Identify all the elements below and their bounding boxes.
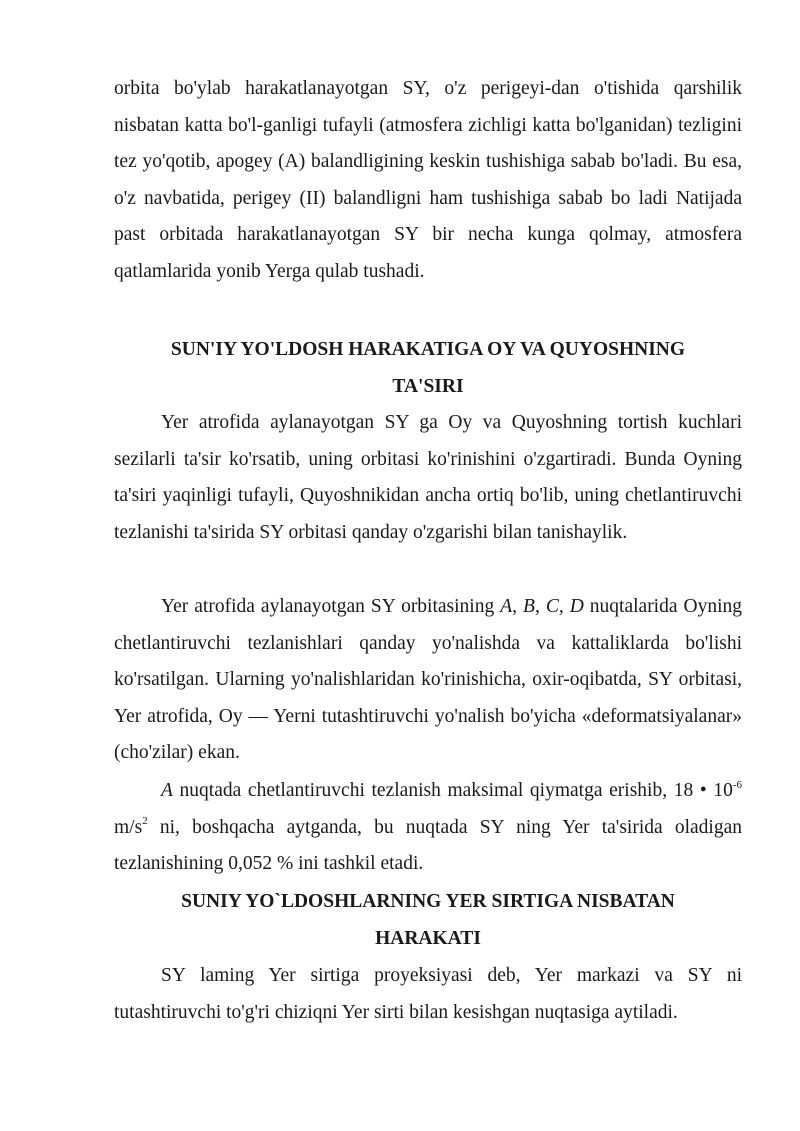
- heading-line: SUNIY YO`LDOSHLARNING YER SIRTIGA NISBATAN: [181, 891, 675, 912]
- text-span: ,: [512, 596, 524, 617]
- heading-line: SUN'IY YO'LDOSH HARAKATIGA OY VA QUYOSHNING: [170, 339, 686, 360]
- exponent: 2: [142, 815, 148, 828]
- paragraph-projection-definition: SY laming Yer sirtiga proyeksiyasi deb, Yer markazi va SY ni tutashtiruvchi to'g'ri chiziqni Yer sirti bilan kesishgan nuqtasiga aytiladi.: [114, 965, 742, 1023]
- text-span: ni, boshqacha aytganda, bu nuqtada SY ning Yer ta'sirida oladigan tezlanishining 0,052 % ini tashkil etadi.: [114, 816, 742, 875]
- exponent: -6: [732, 778, 742, 791]
- paragraph-orbit-decay: orbita bo'ylab harakatlanayotgan SY, o'z perigeyi-dan o'tishida qarshilik nisbatan katta bo'l-ganligi tufayli (atmosfera zichligi katta bo'lganidan) tezligini tez yo'qotib, apogey (A) balandligining keskin tushishiga sabab bo'ladi. Bu esa, o'z navbatida, perigey (II) balandligni ham tushishiga sabab bo ladi Natijada past orbitada harakatlanayotgan SY bir necha kunga qolmay, atmosfera qatlamlarida yonib Yerga qulab tushadi.: [114, 78, 742, 282]
- point-label: B: [523, 596, 535, 617]
- heading-line: HARAKATI: [375, 927, 481, 949]
- heading-line: TA'SIRI: [392, 375, 464, 397]
- text-span: m/s: [114, 816, 143, 838]
- paragraph-max-acceleration: [114, 773, 742, 883]
- point-label: A: [161, 780, 173, 801]
- paragraph-orbit-points: [114, 589, 742, 772]
- text-span: nuqtalarida Oyning chetlantiruvchi tezlanishlari qanday yo'nalishda va kattaliklarda bo'lishi ko'rsatilgan. Ularning yo'nalishlaridan ko'rinishicha, oxir-oqibatda, SY orbitasi, Yer atrofida, Oy — Yerni tutashtiruvchi yo'nalish bo'yicha «deformatsiyalanar» (cho'zilar) ekan.: [114, 596, 743, 764]
- heading-satellite-motion: [114, 884, 742, 957]
- point-label: A: [500, 596, 513, 617]
- point-label: C, D: [545, 596, 584, 617]
- paragraph-moon-sun-attraction: Yer atrofida aylanayotgan SY ga Oy va Quyoshning tortish kuchlari sezilarli ta'sir ko'rsatib, uning orbitasi ko'rinishini o'zgartiradi. Bunda Oyning ta'siri yaqinligi tufayli, Quyoshnikidan ancha ortiq bo'lib, uning chetlantiruvchi tezlanishi ta'sirida SY orbitasi qanday o'zgarishi bilan tanishaylik.: [114, 412, 742, 543]
- heading-moon-sun-influence: [114, 332, 742, 405]
- text-span: nuqtada chetlantiruvchi tezlanish maksimal qiymatga erishib, 18 • 10: [172, 780, 733, 801]
- text-span: ,: [534, 596, 546, 617]
- text-span: Yer atrofida aylanayotgan SY orbitasining: [161, 596, 501, 617]
